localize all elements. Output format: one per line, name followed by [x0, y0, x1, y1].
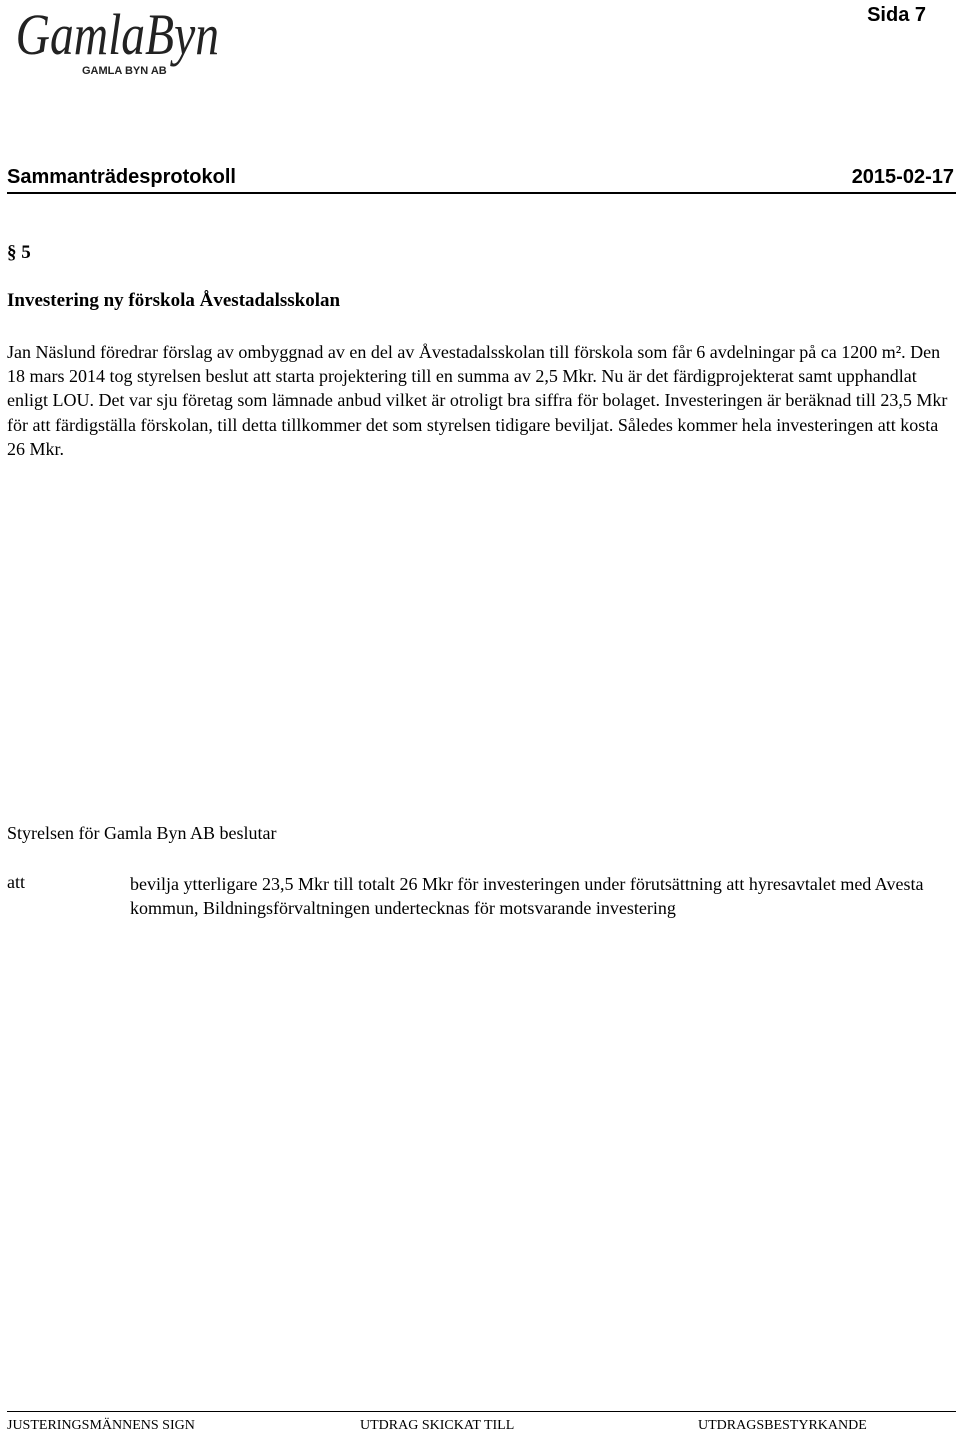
document-footer [7, 1411, 956, 1433]
decision-label: att [7, 872, 25, 892]
section-body: Jan Näslund föredrar förslag av ombyggnad av en del av Åvestadalsskolan till förskola som får 6 avdelningar på ca 1200 m². Den 18 mars 2014 tog styrelsen beslut att starta projektering till en summa av 2,5 Mkr. Nu är det färdigprojekterat samt upphandlat enligt LOU. Det var sju företag som lämnade anbud vilket är otroligt bra siffra för bolaget. Investeringen är beräknad till 23,5 Mkr för att färdigställa förskolan, till detta tillkommer det som styrelsen tidigare beviljat. Således kommer hela investeringen att kosta 26 Mkr. [7, 342, 948, 459]
document-date: 2015-02-17 [851, 166, 954, 188]
document-title: Sammanträdesprotokoll [7, 166, 236, 188]
paragraph-number: § 5 [7, 242, 31, 263]
decision-text: bevilja ytterligare 23,5 Mkr till totalt 26 Mkr för investeringen under förutsättning att hyresavtalet med Avesta kommun, Bildningsförvaltningen undertecknas för motsvarande investering [130, 874, 924, 919]
document-header [7, 166, 956, 194]
logo-company-text: GAMLA BYN AB [82, 65, 167, 77]
footer-sent: UTDRAG SKICKAT TILL [360, 1418, 515, 1433]
footer-certified: UTDRAGSBESTYRKANDE [698, 1418, 867, 1433]
footer-sign: JUSTERINGSMÄNNENS SIGN [7, 1418, 195, 1433]
page-number: Sida 7 [867, 4, 926, 26]
section-heading: Investering ny förskola Åvestadalsskolan [7, 290, 341, 311]
logo-script-text: GamlaByn [15, 3, 219, 68]
decision-intro: Styrelsen för Gamla Byn AB beslutar [7, 823, 277, 843]
company-logo [14, 0, 229, 80]
